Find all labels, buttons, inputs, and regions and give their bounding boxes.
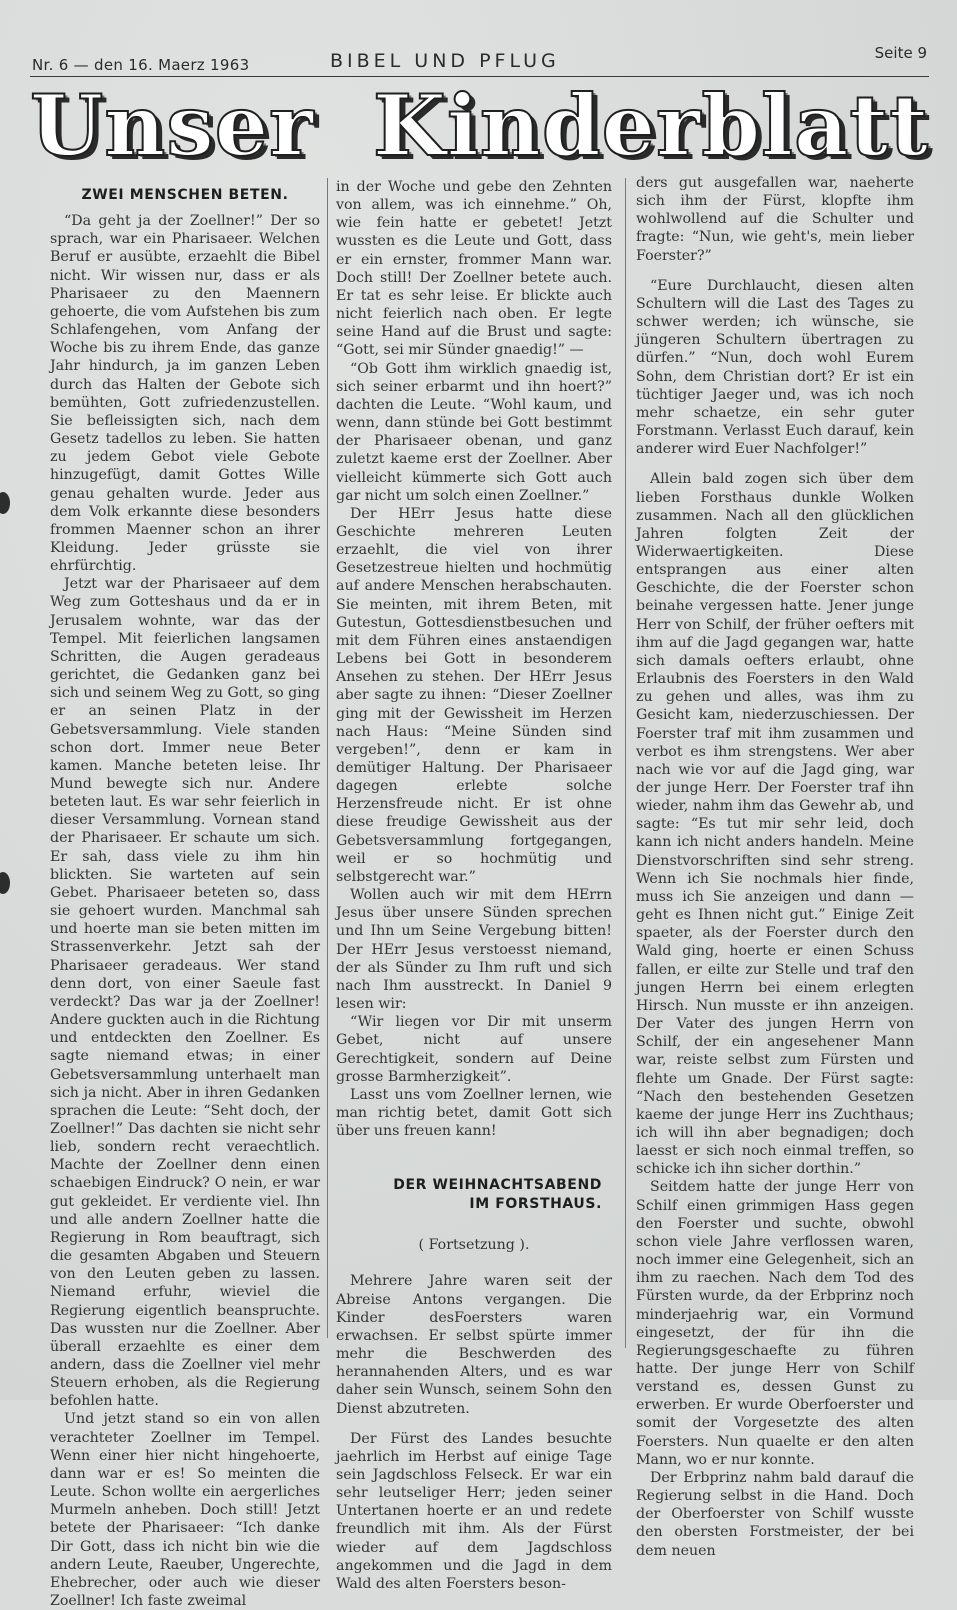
paragraph: “Eure Durchlaucht, diesen alten Schultern will die Last des Tages zu schwer werden; ich wünsche, sie jüngeren Schultern übertragen zu dürfen.” “Nun, doch wohl Eurem Sohn, dem Christian dort? Er ist ein tüchtiger Jaeger und, was ich noch mehr schaetze, ein sehr guter Forstmann. Verlasst Euch darauf, kein anderer wird Euer Nachfolger!” [636, 277, 914, 458]
paragraph: Und jetzt stand so ein von allen verachteter Zoellner im Tempel. Wenn einer hier nicht hingehoerte, dann war er es! So meinten die Leute. Schon wollte ein aergerliches Murmeln anheben. Doch still! Jetzt betete der Pharisaeer: “Ich danke Dir Gott, dass ich nicht bin wie die andern Leute, Raeuber, Ungerechte, Ehebrecher, oder auch wie dieser Zoellner! Ich faste zweimal [50, 1411, 320, 1610]
page-number: Seite 9 [874, 44, 927, 62]
masthead [30, 76, 929, 175]
paragraph: Der Fürst des Landes besuchte jaehrlich im Herbst auf einige Tage sein Jagdschloss Felseck. Er war ein sehr leutseliger Herr; jeden seiner Untertanen hoerte er an und redete freundlich mit ihm. Als der Fürst wieder auf dem Jagdschloss angekommen und die Jagd in dem Wald des alten Foersters beson- [336, 1430, 612, 1592]
page-header [30, 44, 929, 77]
article-2 [336, 1176, 612, 1593]
issue-date: Nr. 6 — den 16. Maerz 1963 [32, 56, 250, 74]
column-divider [327, 178, 328, 1338]
paragraph: Der Erbprinz nahm bald darauf die Regierung selbst in die Hand. Doch der Oberfoerster von Schilf wusste den obersten Forstmeister, der bei dem neuen [636, 1469, 914, 1559]
punch-hole [0, 872, 10, 894]
paragraph: “Wir liegen vor Dir mit unserm Gebet, nicht auf unsere Gerechtigkeit, sondern auf Deine grosse Barmherzigkeit”. [336, 1014, 612, 1085]
article-2-title [336, 1176, 612, 1214]
paragraph: Seitdem hatte der junge Herr von Schilf einen grimmigen Hass gegen den Foerster und suchte, obwohl schon viele Jahre verflossen waren, noch immer eine Gelegenheit, sich an ihm zu raechen. Nach dem Tod des Fürsten wurde, da der Erbprinz noch minderjaehrig war, ein Vormund eingesetzt, der für ihn die Regierungsgeschaefte zu führen hatte. Der junge Herr von Schilf verstand es, dessen Gunst zu erwerben. Er wurde Oberfoerster und somit der Vorgesetzte des alten Foersters. Nun quaelte er den alten Mann, wo er nur konnte. [636, 1179, 914, 1468]
paragraph: Mehrere Jahre waren seit der Abreise Antons vergangen. Die Kinder desFoersters waren erwachsen. Er selbst spürte immer mehr die Beschwerden des herannahenden Alters, und es war daher sein Wunsch, seinem Sohn den Dienst abzutreten. [336, 1273, 612, 1417]
paragraph: ders gut ausgefallen war, naeherte sich ihm der Fürst, klopfte ihm wohlwollend auf die Schulter und fragte: “Nun, wie geht's, mein lieber Foerster?” [636, 175, 914, 264]
publication-title: BIBEL UND PFLUG [330, 50, 560, 72]
paragraph: Jetzt war der Pharisaeer auf dem Weg zum Gotteshaus und da er in Jerusalem wohnte, war das der Tempel. Mit feierlichen langsamen Schritten, die Augen geradeaus gerichtet, die Gedanken ganz bei sich und seinem Weg zu Gott, so ging er an seinen Platz in der Gebetsversammlung. Viele standen schon dort. Immer neue Beter kamen. Manche beteten leise. Ihr Mund bewegte sich nur. Andere beteten laut. Es war sehr feierlich in dieser Versammlung. Vornean stand der Pharisaeer. Er schaute um sich. Er sah, dass viele zu ihm hin blickten. Sie warteten auf sein Gebet. Pharisaeer beteten so, dass sie gehoert wurden. Manchmal sah und hoerte man sie beten mitten im Strassenverkehr. Jetzt sah der Pharisaeer geradeaus. Wer stand denn dort, von einer Saeule fast verdeckt? Das war ja der Zoellner! Andere guckten auch in die Richtung und entdeckten den Zoellner. Es sagte niemand etwas; in einer Gebetsversammlung unterhaelt man sich ja nicht. Aber in ihren Gedanken sprachen die Leute: “Seht doch, der Zoellner!” Das dachten sie nicht sehr lieb, sondern recht veraechtlich. Machte der Zoellner denn einen schaebigen Eindruck? O nein, er war gut gekleidet. Er verdiente viel. Ihn und alle andern Zoellner hatte die Regierung in Rom beauftragt, sich die gesamten Abgaben und Steuern von den Leuten geben zu lassen. Niemand erfuhr, wieviel die Regierung eigentlich beanspruchte. Das wussten nur die Zoellner. Aber überall erzaehlte es einer dem andern, dass die Zoellner viel mehr Steuern erhoben, als die Regierung befohlen hatte. [50, 576, 320, 1410]
article-2-subtitle: ( Fortsetzung ). [418, 1237, 530, 1254]
paragraph: “Ob Gott ihm wirklich gnaedig ist, sich seiner erbarmt und ihn hoert?” dachten die Leute. “Wohl kaum, und wenn, dann stünde bei Gott bestimmt der Pharisaeer obenan, und ganz zuletzt kaeme erst der Zoellner. Aber vielleicht kümmerte sich Gott auch gar nicht um solch einen Zoellner.” [336, 360, 612, 504]
punch-hole [0, 492, 10, 514]
article-2-title-line-2: IM FORSTHAUS. [469, 1196, 602, 1213]
article-2-title-line-1: DER WEIHNACHTSABEND [393, 1177, 602, 1194]
paragraph: “Da geht ja der Zoellner!” Der so sprach, war ein Pharisaeer. Welchen Beruf er ausübte, erzaehlt die Bibel nicht. Wir wissen nur, dass er als Pharisaeer zu den Maennern gehoerte, die vom Aufstehen bis zum Schlafengehen, vom Anfang der Woche bis zu ihrem Ende, das ganze Jahr hindurch, ja im ganzen Leben durch das Halten der Gebote sich bemühten, Gott zufriedenzustellen. Sie befleissigten sich, nach dem Gesetz tadellos zu leben. Sie hatten zu jedem Gebot viele Gebote hinzugefügt, damit Gottes Wille genau gehalten wurde. Jeder aus dem Volk erkannte diese besonders frommen Maenner schon an ihrer Kleidung. Jeder grüsste sie ehrfürchtig. [50, 213, 320, 575]
masthead-word-2: Kinderblatt [372, 76, 929, 175]
column-2 [336, 178, 612, 1593]
paragraph: Lasst uns vom Zoellner lernen, wie man richtig betet, damit Gott sich über uns freuen kann! [336, 1086, 612, 1140]
column-3 [636, 174, 914, 1560]
paragraph: in der Woche und gebe den Zehnten von allem, was ich einnehme.” Oh, wie fein hatte er gebetet! Jetzt wussten es die Leute und Gott, dass er ein ernster, frommer Mann war. Doch still! Der Zoellner betete auch. Er tat es sehr leise. Er blickte auch nicht feierlich nach oben. Er legte seine Hand auf die Brust und sagte: “Gott, sei mir Sünder gnaedig!” — [336, 179, 612, 359]
masthead-word-1: Unser [30, 76, 315, 175]
paragraph: Der HErr Jesus hatte diese Geschichte mehreren Leuten erzaehlt, die viel von ihrer Gesetzestreue hielten und hochmütig auf andere Menschen herabschauten. Sie meinten, mit ihrem Beten, mit Gutestun, Gottesdienstbesuchen und mit dem Führen eines anstaendigen Lebens bei Gott in besonderem Ansehen zu stehen. Der HErr Jesus aber sagte zu ihnen: “Dieser Zoellner ging mit der Gewissheit im Herzen nach Haus: “Meine Sünden sind vergeben!”, denn er kam in demütiger Haltung. Der Pharisaeer dagegen erlebte solche Herzensfreude nicht. Er ist ohne diese freudige Gewissheit aus der Gebetsversammlung fortgegangen, weil er so hochmütig und selbstgerecht war.” [336, 505, 612, 885]
paragraph: Allein bald zogen sich über dem lieben Forsthaus dunkle Wolken zusammen. Nach all den glücklichen Jahren folgten Zeit der Widerwaertigkeiten. Diese entsprangen aus einer alten Geschichte, die der Foerster schon beinahe vergessen hatte. Jener junge Herr von Schilf, der früher oefters mit ihm auf die Jagd gegangen war, hatte sich damals oefters erlaubt, ohne Erlaubnis des Foersters in den Wald zu gehen und alles, was ihm zu Gesicht kam, niederzuschiessen. Der Foerster traf mit ihm zusammen und verbot es ihm strengstens. Wer aber nach wie vor auf die Jagd ging, war der junge Herr. Der Foerster traf ihn wieder, nahm ihm das Gewehr ab, und sagte: “Es tut mir sehr leid, doch kann ich nicht anders handeln. Meine Dienstvorschriften sind sehr streng. Wenn ich Sie nochmals hier finde, muss ich Sie anzeigen und dann — geht es Ihnen nicht gut.” Einige Zeit spaeter, als der Foerster durch den Wald ging, hoerte er einen Schuss fallen, er eilte zur Stelle und traf den jungen Herrn bei einem erlegten Hirsch. Nun musste er ihn anzeigen. Der Vater des jungen Herrn von Schilf, der ein angesehener Mann war, reiste selbst zum Fürsten und flehte um Gnade. Der Fürst sagte: “Nach den bestehenden Gesetzen kaeme der junge Herr ins Zuchthaus; ich will ihn aber begnadigen; doch laesst er sich noch einmal treffen, so schicke ich ihn sicher dorthin.” [636, 471, 914, 1178]
column-divider [625, 178, 626, 1348]
article-title: ZWEI MENSCHEN BETEN. [81, 187, 289, 203]
column-1 [50, 186, 320, 1610]
paragraph: Wollen auch wir mit dem HErrn Jesus über unsere Sünden sprechen und Ihn um Seine Vergebung bitten! Der HErr Jesus verstoesst niemand, der als Sünder zu Ihm ruft und sich nach Ihm ausstreckt. In Daniel 9 lesen wir: [336, 887, 612, 1013]
